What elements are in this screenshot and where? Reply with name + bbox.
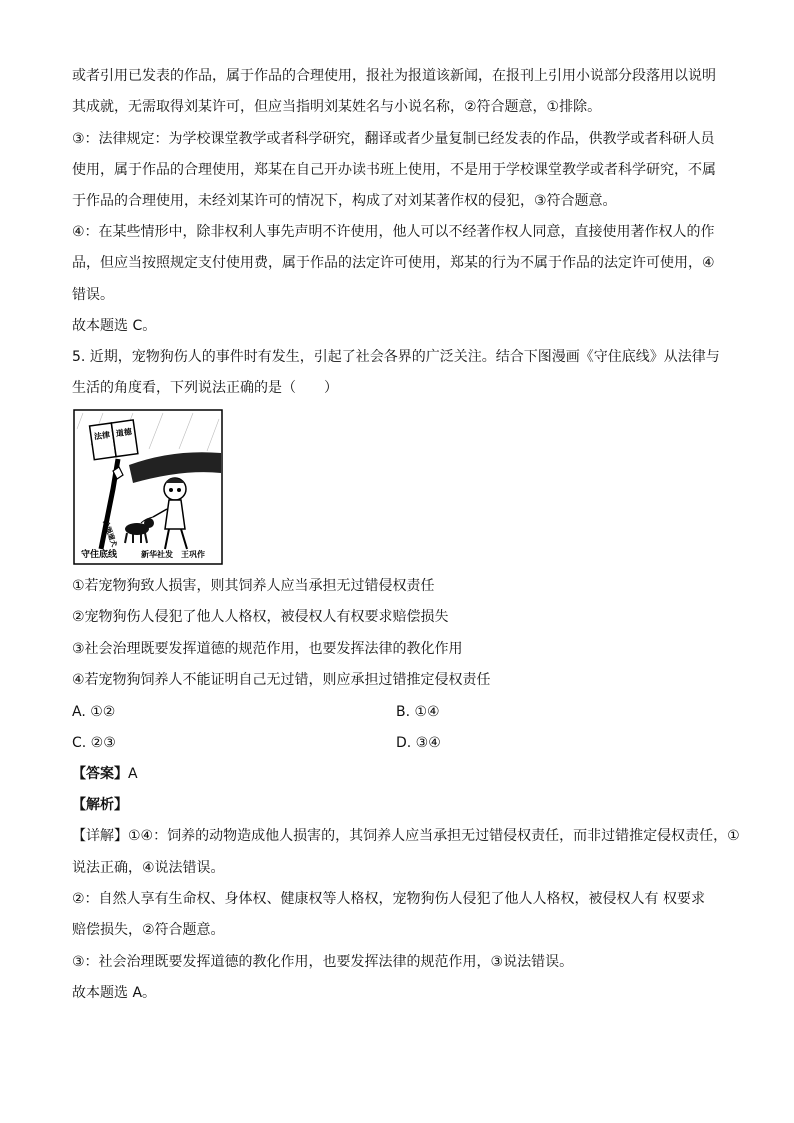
text-line: 于作品的合理使用，未经刘某许可的情况下，构成了对刘某著作权的侵犯，③符合题意。 — [72, 193, 617, 209]
option-d[interactable]: D. ③④ — [396, 735, 441, 751]
option-a[interactable]: A. ①② — [72, 704, 116, 720]
statement-4: ④若宠物狗饲养人不能证明自己无过错，则应承担过错推定侵权责任 — [72, 672, 491, 688]
book-text-law: 法律 — [93, 430, 111, 442]
cartoon-image — [73, 409, 223, 565]
statement-3: ③社会治理既要发挥道德的规范作用，也要发挥法律的教化作用 — [72, 641, 463, 657]
conclusion-line: 故本题选 A。 — [72, 985, 157, 1001]
text-line: ④：在某些情形中，除非权利人事先声明不许使用，他人可以不经著作权人同意，直接使用著作权人的作 — [72, 224, 715, 240]
answer-label: 【答案】 — [72, 766, 128, 782]
statement-2: ②宠物狗伤人侵犯了他人人格权，被侵权人有权要求赔偿损失 — [72, 609, 449, 625]
text-line: ③：法律规定：为学校课堂教学或者科学研究，翻译或者少量复制已经发表的作品，供教学或者科研人员 — [72, 131, 715, 147]
option-c[interactable]: C. ②③ — [72, 735, 116, 751]
text-line: 其成就，无需取得刘某许可，但应当指明刘某姓名与小说名称，②符合题意，①排除。 — [72, 99, 602, 115]
text-line: 错误。 — [72, 287, 114, 303]
detail-line: ②：自然人享有生命权、身体权、健康权等人格权，宠物狗伤人侵犯了他人人格权，被侵权人有 权要求 — [72, 891, 705, 907]
detail-line: 说法正确，④说法错误。 — [72, 860, 225, 876]
text-line: 使用，属于作品的合理使用，郑某在自己开办读书班上使用，不是用于学校课堂教学或者科学研究，不属 — [72, 162, 716, 178]
conclusion-line: 故本题选 C。 — [72, 318, 157, 334]
book-text-morality: 道德 — [115, 427, 133, 439]
cartoon-caption-credit: 新华社发 王巩作 — [141, 550, 205, 559]
detail-line: 【详解】①④：饲养的动物造成他人损害的，其饲养人应当承担无过错侵权责任，而非过错推定侵权责任，① — [72, 828, 740, 844]
analysis-label: 【解析】 — [72, 797, 128, 813]
cartoon-caption-title: 守住底线 — [81, 550, 118, 560]
answer-line — [72, 765, 138, 783]
answer-value: A — [128, 766, 138, 782]
text-line: 或者引用已发表的作品，属于作品的合理使用，报社为报道该新闻，在报刊上引用小说部分段落用以说明 — [72, 68, 716, 84]
question-stem: 生活的角度看，下列说法正确的是（ ） — [72, 380, 338, 396]
option-b[interactable]: B. ①④ — [396, 704, 440, 720]
text-line: 品，但应当按照规定支付使用费，属于作品的法定许可使用，郑某的行为不属于作品的法定许可使用，④ — [72, 255, 715, 271]
detail-line: ③：社会治理既要发挥道德的教化作用，也要发挥法律的规范作用，③说法错误。 — [72, 954, 574, 970]
question-stem: 5. 近期，宠物狗伤人的事件时有发生，引起了社会各界的广泛关注。结合下图漫画《守住底线》从法律与 — [72, 349, 720, 365]
leash-text: 拴绳遛犬 — [101, 518, 119, 548]
detail-line: 赔偿损失，②符合题意。 — [72, 922, 225, 938]
law-book — [90, 420, 138, 460]
statement-1: ①若宠物狗致人损害，则其饲养人应当承担无过错侵权责任 — [72, 578, 435, 594]
